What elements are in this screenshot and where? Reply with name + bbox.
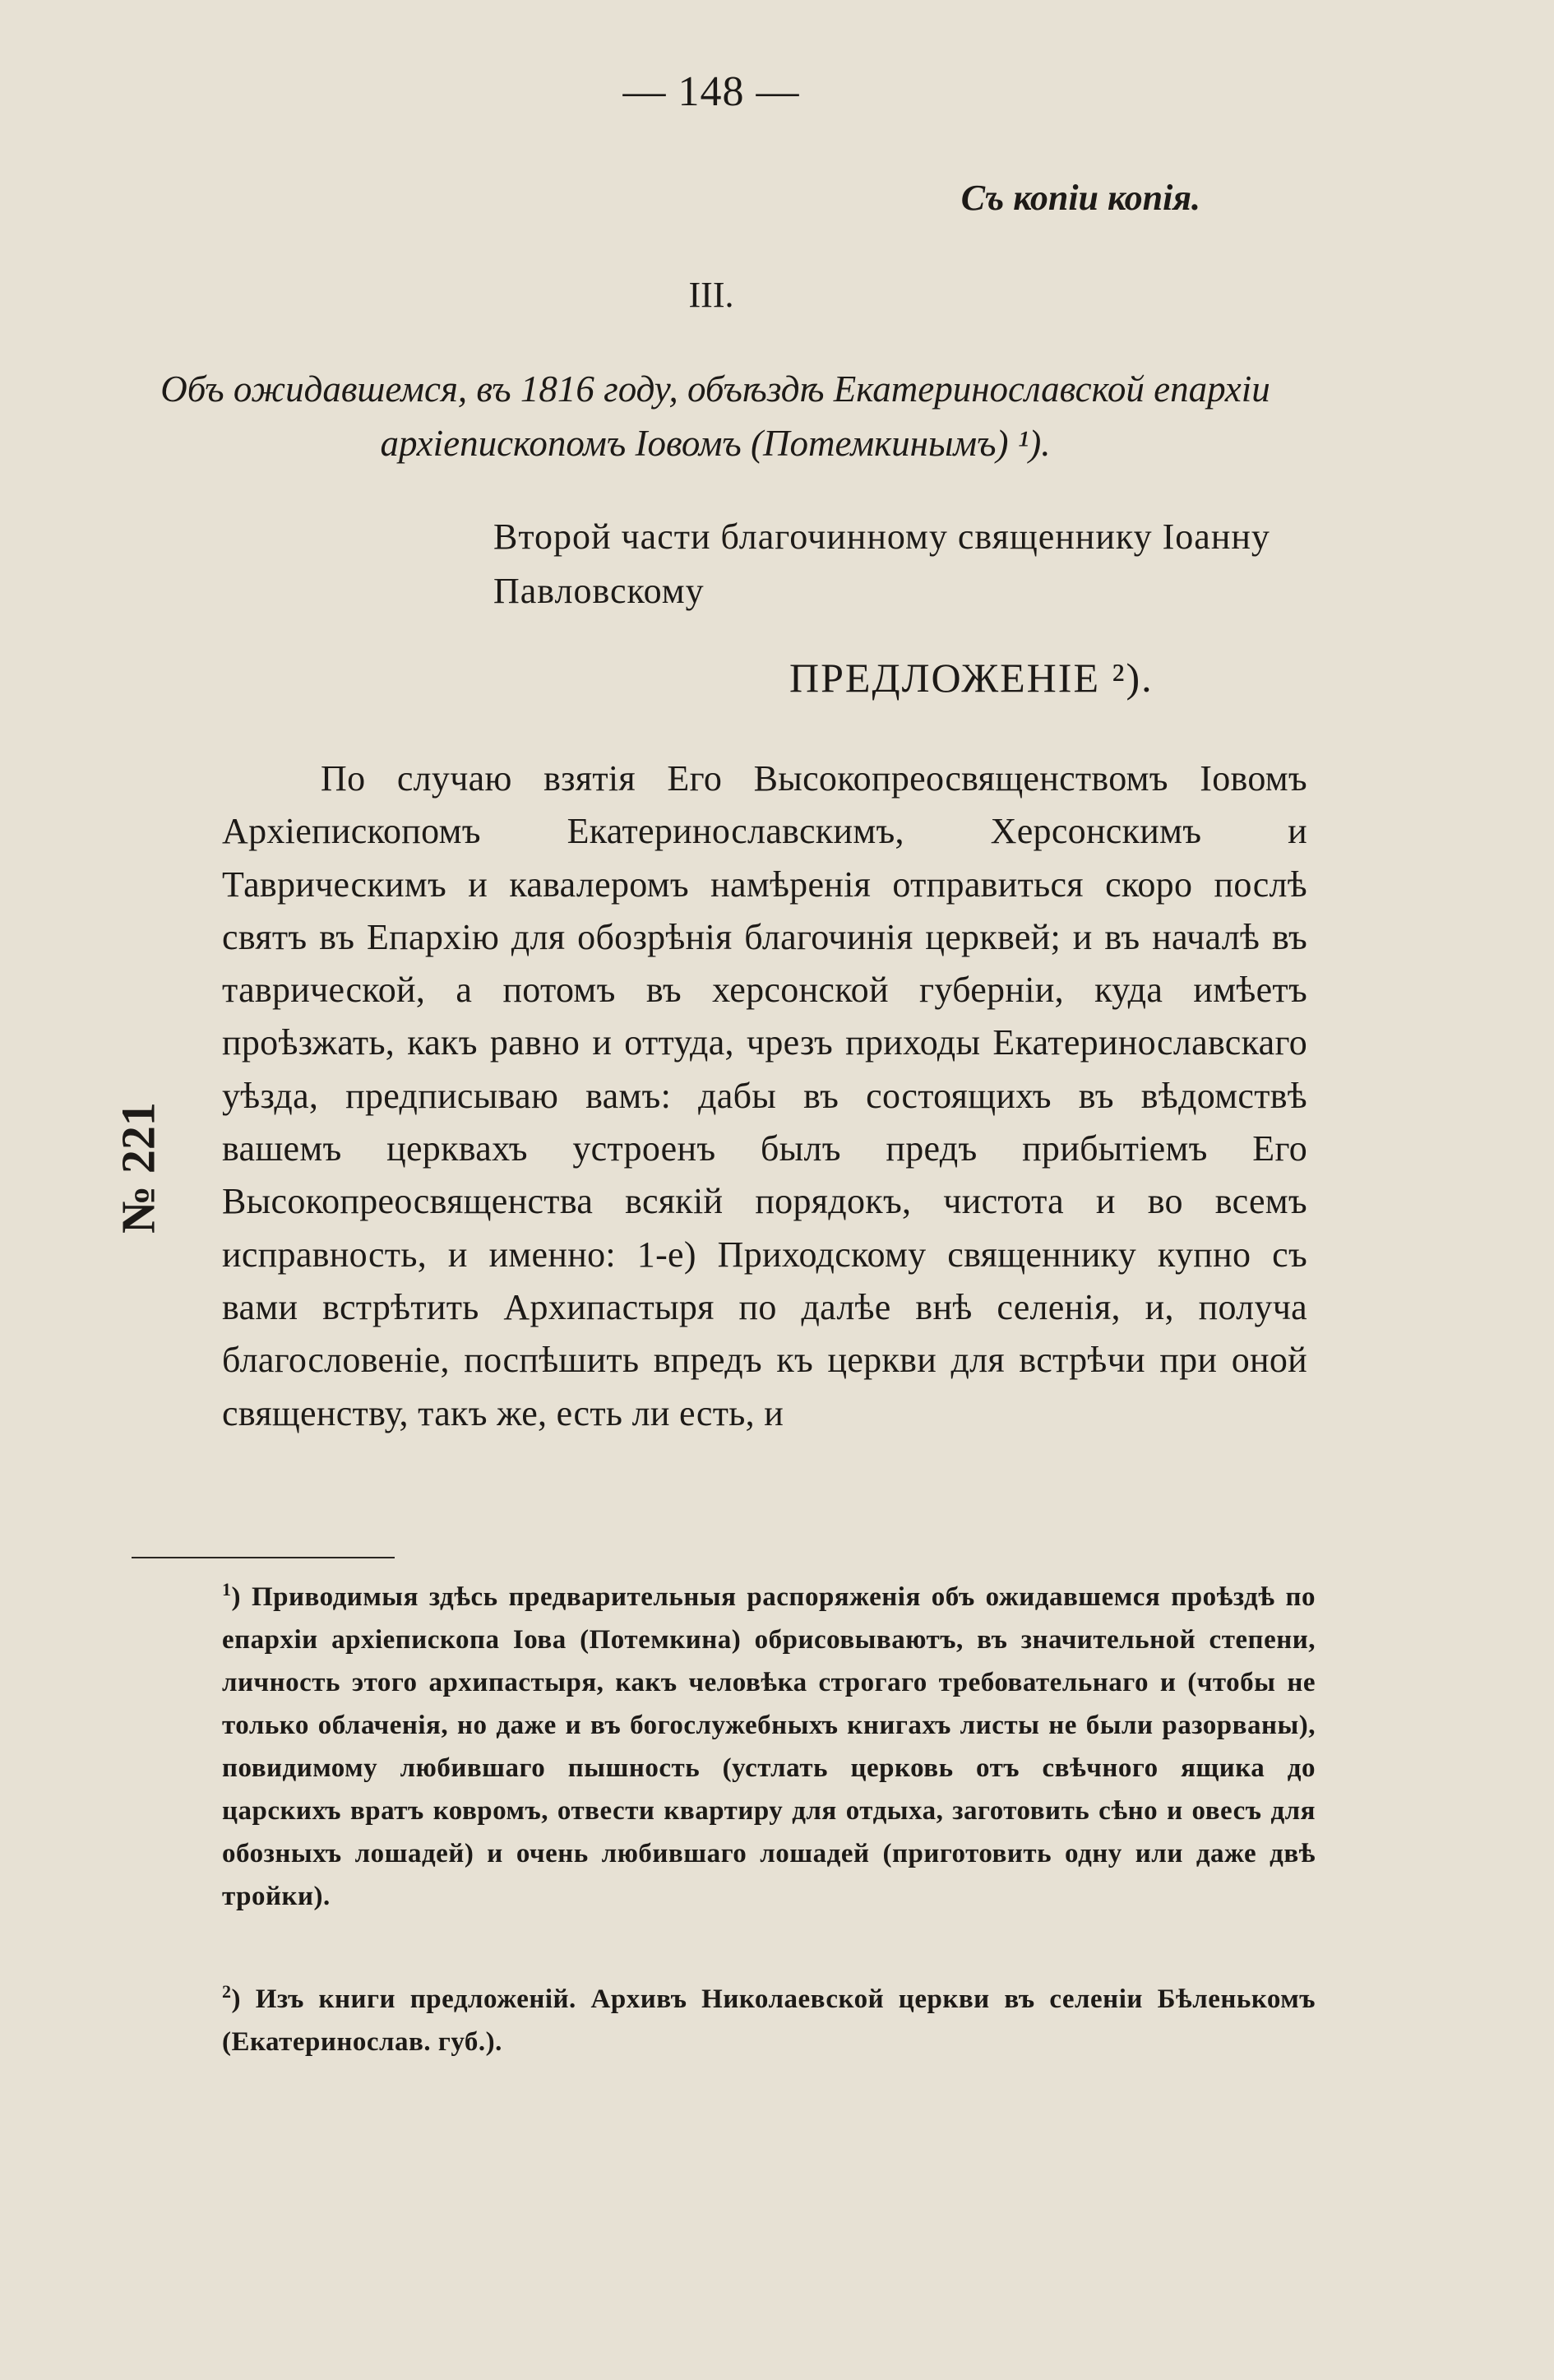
section-number: III. [688, 275, 734, 315]
archive-number-stamp [105, 1061, 171, 1275]
archive-number-text: № 221 [111, 1102, 165, 1234]
section-title: Объ ожидавшемся, въ 1816 году, объѣздѣ Екатеринославской епархіи архіепископомъ Іовомъ (Потемкинымъ) ¹). [160, 368, 1270, 464]
footnote-2 [222, 1970, 1316, 2063]
body-paragraph: По случаю взятія Его Высокопреосвященствомъ Іовомъ Архіепископомъ Екатеринославскимъ, Херсонскимъ и Таврическимъ и кавалеромъ намѣренія отправиться скоро послѣ святъ въ Епархію для обозрѣнія благочинія церквей; и въ началѣ въ таврической, а потомъ въ херсонской губерніи, куда имѣетъ проѣзжать, какъ равно и оттуда, чрезъ приходы Екатеринославскаго уѣзда, предписываю вамъ: дабы въ состоящихъ въ вѣдомствѣ вашемъ церквахъ устроенъ былъ предъ прибытіемъ Его Высокопреосвященства всякій порядокъ, чистота и во всемъ исправность, и именно: 1-е) Приходскому священнику купно съ вами встрѣтить Архипастыря по далѣе внѣ селенія, и, получа благословеніе, поспѣшить впредъ къ церкви для встрѣчи при оной священству, такъ же, есть ли есть, и [222, 758, 1307, 1433]
footnote-1 [222, 1568, 1316, 1918]
copy-note: Съ копіи копія. [960, 178, 1200, 218]
footnote-mark-paren: ) [231, 1984, 256, 2014]
addressee: Второй части благочинному священнику Іоанну Павловскому [493, 516, 1270, 611]
footnote-mark-paren: ) [231, 1582, 252, 1612]
document-heading: ПРЕДЛОЖЕНІЕ ²). [789, 655, 1154, 701]
footnote-mark: 1 [222, 1579, 232, 1600]
footnote-text: Приводимыя здѣсь предварительныя распоряженія объ ожидавшемся проѣздѣ по епархіи архіепископа Іова (Потемкина) обрисовываютъ, въ значительной степени, личность этого архипастыря, какъ человѣка строгаго требовательнаго и (чтобы не только облаченія, но даже и въ богослужебныхъ книгахъ листы не были разорваны), повидимому любившаго пышность (устлать церковь отъ свѣчного ящика до царскихъ вратъ ковромъ, отвести квартиру для отдыха, заготовить сѣно и овесъ для обозныхъ лошадей) и очень любившаго лошадей (приготовить одну или даже двѣ тройки). [222, 1582, 1316, 1911]
footnote-mark: 2 [222, 1981, 232, 2002]
footnote-separator [132, 1557, 395, 1558]
page-number: — 148 — [622, 68, 800, 115]
footnote-text: Изъ книги предложеній. Архивъ Николаевской церкви въ селеніи Бѣленькомъ (Екатеринослав. губ.). [222, 1984, 1316, 2057]
